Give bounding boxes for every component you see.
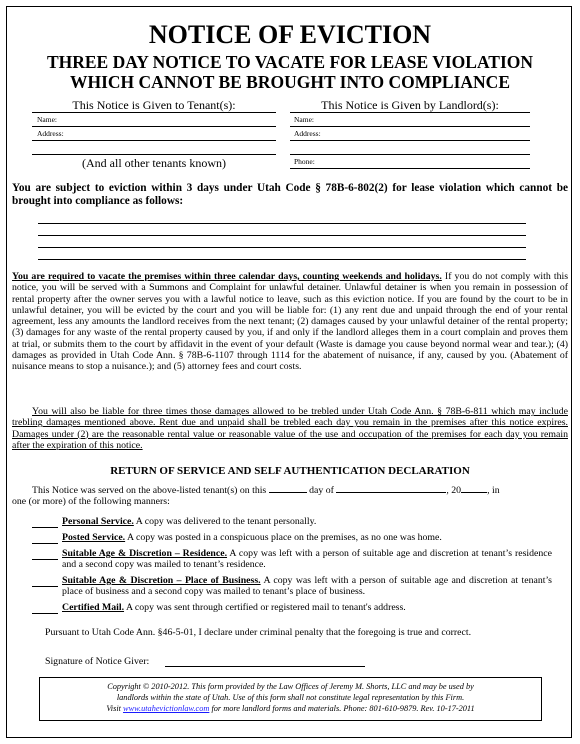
service-month-field[interactable] bbox=[336, 484, 446, 493]
service-year-field[interactable] bbox=[461, 484, 487, 493]
option-personal-service: Personal Service. A copy was delivered to the tenant personally. bbox=[62, 516, 317, 527]
landlord-phone-label: Phone: bbox=[294, 157, 315, 166]
violation-intro: You are subject to eviction within 3 days under Utah Code § 78B-6-802(2) for lease violation which cannot be brought into compliance as follows: bbox=[12, 182, 568, 207]
page-title: NOTICE OF EVICTION bbox=[148, 20, 432, 49]
landlord-phone-rule bbox=[290, 168, 530, 169]
posted-service-checkbox[interactable] bbox=[32, 543, 58, 544]
signature-field[interactable] bbox=[165, 655, 365, 667]
footer-line3: Visit www.utahevictionlaw.com for more landlord forms and materials. Phone: 801-610-9879. Rev. 10-17-2011 bbox=[106, 703, 475, 713]
tenant-address-label: Address: bbox=[37, 129, 64, 138]
landlord-address-rule bbox=[290, 140, 530, 141]
page-subtitle-line1: THREE DAY NOTICE TO VACATE FOR LEASE VIOLATION bbox=[46, 52, 534, 72]
violation-line bbox=[38, 223, 526, 224]
option-posted-service: Posted Service. A copy was posted in a conspicuous place on the premises, as no one was home. bbox=[62, 532, 442, 543]
tenant-heading-rule bbox=[32, 112, 276, 113]
footer-line1: Copyright © 2010-2012. This form provided by the Law Offices of Jeremy M. Shorts, LLC and may be used by bbox=[107, 682, 474, 691]
liability-text: If you do not comply with this notice, you will be served with a Summons and Complaint for unlawful detainer. Unlawful detainer is when you remain in possession of rental property after the owner serves you with a lawful notice to leave, such as this eviction notice. If you are found by the court to be in unlawful detainer, you will be evicted by the court and you will be liable for: (1) any rent due and unpaid through the end of your rental agreement, less any amounts the landlord receives from the next tenant; (2) damages caused by your unlawful detainer of the rental property; (3) damages for any waste of the rental property caused by you, if and only if the landlord alleges them in a court complain and proves them at trial, or submits them to the court by affidavit in the event of your default (Waste is damage you cause beyond normal wear and tear.); (4) damages as provided in Utah Code Ann. § 78B-6-1107 through 1114 for the abatement of nuisance, if any, caused by you. (Abatement of nuisance means to stop a nuisance.); and (5) attorney fees and court costs. bbox=[12, 271, 569, 373]
landlord-address-rule-2 bbox=[290, 154, 530, 155]
tenant-name-rule bbox=[32, 126, 276, 127]
violation-line bbox=[38, 259, 526, 260]
option-business-service: Suitable Age & Discretion – Place of Business. A copy was left with a person of suitable age and discretion at tenant’s place of business and a second copy was mailed to tenant’s place of business. bbox=[62, 575, 552, 598]
violation-line bbox=[38, 247, 526, 248]
landlord-name-rule bbox=[290, 126, 530, 127]
tenant-address-rule-2 bbox=[32, 154, 276, 155]
signature-label: Signature of Notice Giver: bbox=[45, 656, 150, 667]
tenant-heading: This Notice is Given to Tenant(s): bbox=[72, 98, 236, 112]
copyright-footer bbox=[39, 677, 542, 721]
landlord-heading-rule bbox=[290, 112, 530, 113]
option-certified-mail: Certified Mail. A copy was sent through certified or registered mail to tenant's address. bbox=[62, 602, 406, 613]
service-statement: This Notice was served on the above-listed tenant(s) on this day of , 20 , in one (or more) of the following manners: bbox=[12, 485, 500, 508]
vacate-requirement: You are required to vacate the premises within three calendar days, counting weekends and holidays. bbox=[12, 271, 442, 282]
certified-mail-checkbox[interactable] bbox=[32, 613, 58, 614]
residence-service-checkbox[interactable] bbox=[32, 559, 58, 560]
liability-paragraph bbox=[12, 271, 568, 373]
option-residence-service: Suitable Age & Discretion – Residence. A copy was left with a person of suitable age and discretion at tenant’s residence and a second copy was mailed to tenant’s residence. bbox=[62, 548, 552, 571]
landlord-name-label: Name: bbox=[294, 115, 314, 124]
tenant-name-label: Name: bbox=[37, 115, 57, 124]
violation-description-field[interactable] bbox=[38, 217, 526, 265]
tenant-address-rule bbox=[32, 140, 276, 141]
treble-damages-paragraph: You will also be liable for three times those damages allowed to be trebled under Utah Code Ann. § 78B-6-811 which may include trebling damages mentioned above. Rent due and unpaid shall be trebled each day you remain in the premises after this notice expires. Damages under (2) are the reasonable rental value or reasonable value of the use and occupation of the premises for each day you remain after the expiration of this notice. bbox=[12, 406, 568, 451]
website-link[interactable]: www.utahevictionlaw.com bbox=[123, 703, 210, 713]
service-day-field[interactable] bbox=[269, 484, 307, 493]
landlord-address-label: Address: bbox=[294, 129, 321, 138]
landlord-heading: This Notice is Given by Landlord(s): bbox=[321, 98, 499, 112]
business-service-checkbox[interactable] bbox=[32, 586, 58, 587]
return-of-service-heading: RETURN OF SERVICE AND SELF AUTHENTICATION DECLARATION bbox=[110, 465, 470, 477]
footer-line2: landlords within the state of Utah. Use of this form shall not constitute legal representation by this Firm. bbox=[116, 692, 465, 702]
page-subtitle-line2: WHICH CANNOT BE BROUGHT INTO COMPLIANCE bbox=[70, 72, 510, 92]
tenant-note: (And all other tenants known) bbox=[82, 156, 226, 170]
violation-line bbox=[38, 235, 526, 236]
personal-service-checkbox[interactable] bbox=[32, 527, 58, 528]
declaration-statement: Pursuant to Utah Code Ann. §46-5-01, I declare under criminal penalty that the foregoing is true and correct. bbox=[45, 627, 472, 638]
